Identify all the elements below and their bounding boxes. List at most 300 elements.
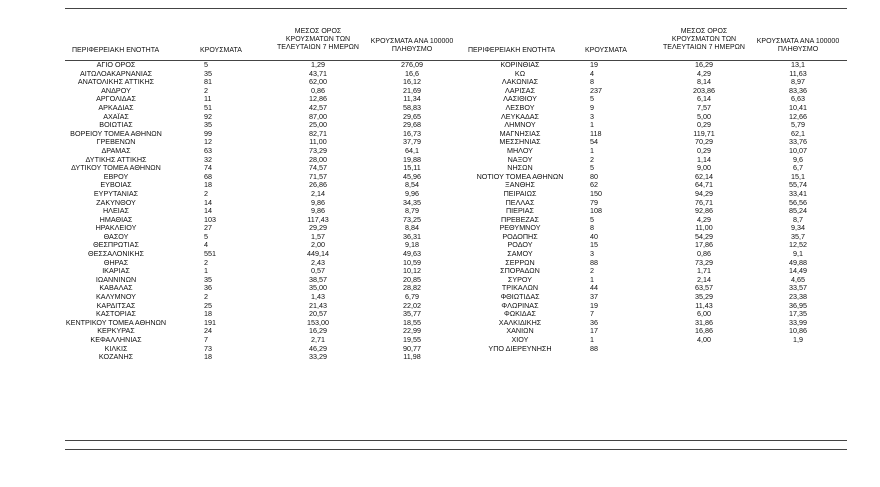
bottom-rule-1 xyxy=(65,440,847,441)
cases-cell: 19 xyxy=(590,300,598,310)
per100k-cell: 8,97 xyxy=(791,77,805,87)
region-cell: ΕΥΡΥΤΑΝΙΑΣ xyxy=(93,188,139,198)
per100k-cell: 15,1 xyxy=(791,171,805,181)
per100k-cell: 6,63 xyxy=(791,94,805,104)
region-cell: ΛΕΣΒΟΥ xyxy=(505,102,535,112)
cases-cell: 1 xyxy=(590,145,594,155)
avg7-cell: 35,29 xyxy=(695,292,713,302)
table-row xyxy=(0,207,880,216)
region-cell: ΧΑΛΚΙΔΙΚΗΣ xyxy=(498,317,542,327)
region-cell: ΝΟΤΙΟΥ ΤΟΜΕΑ ΑΘΗΝΩΝ xyxy=(476,171,564,181)
avg7-cell: 25,00 xyxy=(309,120,327,130)
avg7-cell: 62,00 xyxy=(309,77,327,87)
cases-cell: 3 xyxy=(590,111,594,121)
avg7-cell: 0,86 xyxy=(697,249,711,259)
per100k-cell: 8,79 xyxy=(405,206,419,216)
avg7-cell: 62,14 xyxy=(695,171,713,181)
avg7-cell: 4,00 xyxy=(697,335,711,344)
avg7-cell: 5,00 xyxy=(697,111,711,121)
avg7-cell: 8,14 xyxy=(697,77,711,87)
per100k-cell: 56,56 xyxy=(789,197,807,207)
header-region-right: ΠΕΡΙΦΕΡΕΙΑΚΗ ΕΝΟΤΗΤΑ xyxy=(468,47,556,54)
cases-cell: 8 xyxy=(590,77,594,87)
avg7-cell: 76,71 xyxy=(695,197,713,207)
cases-cell: 8 xyxy=(590,223,594,233)
cases-cell: 108 xyxy=(590,206,602,216)
table-row xyxy=(0,190,880,199)
per100k-cell: 33,99 xyxy=(789,317,807,327)
per100k-cell: 276,09 xyxy=(401,60,423,69)
per100k-cell: 10,59 xyxy=(403,257,421,267)
avg7-cell: 0,29 xyxy=(697,120,711,130)
cases-cell: 73 xyxy=(204,343,212,353)
region-cell: ΚΟΡΙΝΘΙΑΣ xyxy=(500,60,540,69)
region-cell: ΛΗΜΝΟΥ xyxy=(504,120,536,130)
region-cell: ΑΧΑΪΑΣ xyxy=(103,111,129,121)
per100k-cell: 73,25 xyxy=(403,214,421,224)
region-cell: ΑΓΙΟ ΟΡΟΣ xyxy=(96,60,136,69)
cases-cell: 2 xyxy=(590,266,594,276)
per100k-cell: 5,79 xyxy=(791,120,805,130)
per100k-cell: 17,35 xyxy=(789,309,807,319)
cases-cell: 2 xyxy=(204,257,208,267)
per100k-cell: 9,18 xyxy=(405,240,419,250)
region-cell: ΘΕΣΠΡΩΤΙΑΣ xyxy=(93,240,139,250)
table-row xyxy=(0,224,880,233)
table-row xyxy=(0,327,880,336)
avg7-cell: 1,43 xyxy=(311,292,325,302)
avg7-cell: 46,29 xyxy=(309,343,327,353)
avg7-cell: 35,00 xyxy=(309,283,327,293)
region-cell: ΧΙΟΥ xyxy=(511,335,529,344)
cases-cell: 35 xyxy=(204,274,212,284)
avg7-cell: 1,29 xyxy=(311,60,325,69)
region-cell: ΕΒΡΟΥ xyxy=(103,171,129,181)
region-cell: ΛΑΡΙΣΑΣ xyxy=(504,85,536,95)
region-cell: ΙΩΑΝΝΙΝΩΝ xyxy=(95,274,137,284)
cases-cell: 19 xyxy=(590,60,598,69)
per100k-cell: 6,7 xyxy=(793,163,803,173)
region-cell: ΑΝΔΡΟΥ xyxy=(101,85,131,95)
cases-cell: 118 xyxy=(590,128,602,138)
cases-cell: 2 xyxy=(204,85,208,95)
cases-cell: 68 xyxy=(204,171,212,181)
avg7-cell: 153,00 xyxy=(307,317,329,327)
per100k-cell: 22,99 xyxy=(403,326,421,336)
per100k-cell: 58,83 xyxy=(403,102,421,112)
table-row xyxy=(0,259,880,268)
avg7-cell: 73,29 xyxy=(695,257,713,267)
per100k-cell: 29,68 xyxy=(403,120,421,130)
per100k-cell: 14,49 xyxy=(789,266,807,276)
table-row xyxy=(0,78,880,87)
region-cell: ΘΗΡΑΣ xyxy=(103,257,129,267)
per100k-cell: 15,11 xyxy=(403,163,421,173)
avg7-cell: 7,57 xyxy=(697,102,711,112)
avg7-cell: 2,00 xyxy=(311,240,325,250)
avg7-cell: 12,86 xyxy=(309,94,327,104)
per100k-cell: 62,1 xyxy=(791,128,805,138)
table-row xyxy=(0,345,880,354)
table-row xyxy=(0,353,440,362)
region-cell: ΚΑΛΥΜΝΟΥ xyxy=(96,292,136,302)
avg7-cell: 31,86 xyxy=(695,317,713,327)
cases-cell: 103 xyxy=(204,214,216,224)
region-cell: ΔΡΑΜΑΣ xyxy=(101,145,131,155)
per100k-cell: 12,52 xyxy=(789,240,807,250)
per100k-cell: 37,79 xyxy=(403,137,421,147)
avg7-cell: 11,00 xyxy=(695,223,713,233)
table-row xyxy=(0,156,880,165)
avg7-cell: 28,00 xyxy=(309,154,327,164)
region-cell: ΙΚΑΡΙΑΣ xyxy=(102,266,130,276)
cases-cell: 35 xyxy=(204,120,212,130)
avg7-cell: 0,57 xyxy=(311,266,325,276)
avg7-cell: 63,57 xyxy=(695,283,713,293)
avg7-cell: 64,71 xyxy=(695,180,713,190)
avg7-cell: 92,86 xyxy=(695,206,713,216)
avg7-cell: 203,86 xyxy=(693,85,715,95)
cases-cell: 63 xyxy=(204,145,212,155)
per100k-cell: 11,63 xyxy=(789,68,807,78)
right-table-body xyxy=(0,61,880,353)
avg7-cell: 73,29 xyxy=(309,145,327,155)
cases-cell: 5 xyxy=(204,60,208,69)
table-row xyxy=(0,181,880,190)
region-cell: ΠΕΛΛΑΣ xyxy=(505,197,535,207)
region-cell: ΑΙΤΩΛΟΑΚΑΡΝΑΝΙΑΣ xyxy=(79,68,153,78)
table-row xyxy=(0,138,880,147)
region-cell: ΛΕΥΚΑΔΑΣ xyxy=(500,111,539,121)
per100k-cell: 49,63 xyxy=(403,249,421,259)
per100k-cell: 34,35 xyxy=(403,197,421,207)
avg7-cell: 16,29 xyxy=(309,326,327,336)
avg7-cell: 20,57 xyxy=(309,309,327,319)
avg7-cell: 2,14 xyxy=(311,188,325,198)
per100k-cell: 28,82 xyxy=(403,283,421,293)
header-cases-left: ΚΡΟΥΣΜΑΤΑ xyxy=(200,47,242,54)
table-row xyxy=(0,70,880,79)
region-cell: ΣΥΡΟΥ xyxy=(507,274,533,284)
region-cell: ΚΩ xyxy=(514,68,526,78)
per100k-cell: 8,54 xyxy=(405,180,419,190)
region-cell: ΒΟΙΩΤΙΑΣ xyxy=(99,120,133,130)
region-cell: ΡΕΘΥΜΝΟΥ xyxy=(499,223,541,233)
avg7-cell: 117,43 xyxy=(307,214,329,224)
avg7-cell: 1,14 xyxy=(697,154,711,164)
avg7-cell: 82,71 xyxy=(309,128,327,138)
region-cell: ΚΕΝΤΡΙΚΟΥ ΤΟΜΕΑ ΑΘΗΝΩΝ xyxy=(65,317,167,327)
cases-cell: 99 xyxy=(204,128,212,138)
cases-cell: 551 xyxy=(204,249,216,259)
cases-cell: 191 xyxy=(204,317,216,327)
avg7-cell: 71,57 xyxy=(309,171,327,181)
cases-cell: 3 xyxy=(590,249,594,259)
avg7-cell: 16,29 xyxy=(695,60,713,69)
per100k-cell: 10,12 xyxy=(403,266,421,276)
region-cell: ΚΑΡΔΙΤΣΑΣ xyxy=(96,300,136,310)
region-cell: ΣΕΡΡΩΝ xyxy=(505,257,535,267)
avg7-cell: 70,29 xyxy=(695,137,713,147)
cases-cell: 11 xyxy=(204,94,212,104)
region-cell: ΘΕΣΣΑΛΟΝΙΚΗΣ xyxy=(88,249,144,259)
cases-cell: 1 xyxy=(590,335,594,344)
cases-cell: 7 xyxy=(590,309,594,319)
region-cell: ΠΡΕΒΕΖΑΣ xyxy=(501,214,539,224)
per100k-cell: 45,96 xyxy=(403,171,421,181)
per100k-cell: 35,7 xyxy=(791,231,805,241)
table-row xyxy=(0,121,880,130)
region-cell: ΘΑΣΟΥ xyxy=(103,231,129,241)
table-row xyxy=(0,250,880,259)
table-row xyxy=(0,61,880,70)
cases-cell: 18 xyxy=(204,180,212,190)
per100k-cell: 36,31 xyxy=(403,231,421,241)
per100k-cell: 19,55 xyxy=(403,335,421,344)
region-cell: ΚΟΖΑΝΗΣ xyxy=(98,352,134,362)
table-row xyxy=(0,267,880,276)
header-cases-right: ΚΡΟΥΣΜΑΤΑ xyxy=(585,47,627,54)
region-cell: ΥΠΟ ΔΙΕΡΕΥΝΗΣΗ xyxy=(488,343,552,353)
avg7-cell: 17,86 xyxy=(695,240,713,250)
per100k-cell: 36,95 xyxy=(789,300,807,310)
region-cell: ΖΑΚΥΝΘΟΥ xyxy=(96,197,136,207)
top-rule xyxy=(65,8,847,9)
region-cell: ΚΙΛΚΙΣ xyxy=(104,343,128,353)
per100k-cell: 29,65 xyxy=(403,111,421,121)
cases-cell: 5 xyxy=(590,94,594,104)
cases-cell: 92 xyxy=(204,111,212,121)
per100k-cell: 90,77 xyxy=(403,343,421,353)
table-row xyxy=(0,293,880,302)
cases-cell: 2 xyxy=(590,154,594,164)
header-avg7-right: ΜΕΣΟΣ ΟΡΟΣ ΚΡΟΥΣΜΑΤΩΝ ΤΩΝ ΤΕΛΕΥΤΑΙΩΝ 7 ΗΜΕΡΩΝ xyxy=(663,28,745,51)
region-cell: ΜΑΓΝΗΣΙΑΣ xyxy=(499,128,541,138)
per100k-cell: 16,6 xyxy=(405,68,419,78)
cases-cell: 4 xyxy=(204,240,208,250)
cases-cell: 37 xyxy=(590,292,598,302)
table-row xyxy=(0,216,880,225)
per100k-cell: 10,07 xyxy=(789,145,807,155)
cases-cell: 5 xyxy=(204,231,208,241)
cases-cell: 5 xyxy=(590,163,594,173)
per100k-cell: 6,79 xyxy=(405,292,419,302)
cases-cell: 79 xyxy=(590,197,598,207)
cases-cell: 81 xyxy=(204,77,212,87)
cases-cell: 14 xyxy=(204,197,212,207)
region-cell: ΝΑΞΟΥ xyxy=(507,154,533,164)
table-row xyxy=(0,173,880,182)
per100k-cell: 9,34 xyxy=(791,223,805,233)
avg7-cell: 87,00 xyxy=(309,111,327,121)
cases-cell: 88 xyxy=(590,257,598,267)
cases-cell: 40 xyxy=(590,231,598,241)
region-cell: ΓΡΕΒΕΝΩΝ xyxy=(96,137,136,147)
avg7-cell: 11,43 xyxy=(695,300,713,310)
per100k-cell: 1,9 xyxy=(793,335,803,344)
avg7-cell: 2,14 xyxy=(697,274,711,284)
cases-cell: 25 xyxy=(204,300,212,310)
per100k-cell: 19,88 xyxy=(403,154,421,164)
per100k-cell: 4,65 xyxy=(791,274,805,284)
table-row xyxy=(0,302,880,311)
region-cell: ΦΘΙΩΤΙΔΑΣ xyxy=(500,292,540,302)
region-cell: ΡΟΔΟΥ xyxy=(507,240,533,250)
region-cell: ΦΛΩΡΙΝΑΣ xyxy=(501,300,539,310)
region-cell: ΞΑΝΘΗΣ xyxy=(505,180,535,190)
cases-cell: 150 xyxy=(590,188,602,198)
region-cell: ΜΗΛΟΥ xyxy=(507,145,533,155)
region-cell: ΝΗΣΩΝ xyxy=(507,163,533,173)
cases-cell: 1 xyxy=(590,274,594,284)
region-cell: ΣΠΟΡΑΔΩΝ xyxy=(500,266,540,276)
cases-cell: 54 xyxy=(590,137,598,147)
cases-cell: 36 xyxy=(204,283,212,293)
avg7-cell: 9,00 xyxy=(697,163,711,173)
cases-cell: 51 xyxy=(204,102,212,112)
table-row xyxy=(0,164,880,173)
cases-cell: 74 xyxy=(204,163,212,173)
region-cell: ΛΑΚΩΝΙΑΣ xyxy=(501,77,539,87)
per100k-cell: 23,38 xyxy=(789,292,807,302)
region-cell: ΡΟΔΟΠΗΣ xyxy=(502,231,538,241)
cases-cell: 35 xyxy=(204,68,212,78)
cases-cell: 1 xyxy=(204,266,208,276)
region-cell: ΦΩΚΙΔΑΣ xyxy=(504,309,536,319)
per100k-cell: 18,55 xyxy=(403,317,421,327)
region-cell: ΔΥΤΙΚΗΣ ΑΤΤΙΚΗΣ xyxy=(85,154,147,164)
avg7-cell: 94,29 xyxy=(695,188,713,198)
table-row xyxy=(0,233,880,242)
region-cell: ΚΑΣΤΟΡΙΑΣ xyxy=(96,309,136,319)
avg7-cell: 9,86 xyxy=(311,206,325,216)
cases-cell: 36 xyxy=(590,317,598,327)
region-cell: ΕΥΒΟΙΑΣ xyxy=(100,180,132,190)
cases-cell: 12 xyxy=(204,137,212,147)
header-per100k-left: ΚΡΟΥΣΜΑΤΑ ΑΝΑ 100000 ΠΛΗΘΥΣΜΟ xyxy=(370,38,454,53)
avg7-cell: 6,00 xyxy=(697,309,711,319)
per100k-cell: 11,98 xyxy=(403,352,421,362)
table-row xyxy=(0,104,880,113)
per100k-cell: 22,02 xyxy=(403,300,421,310)
avg7-cell: 29,29 xyxy=(309,223,327,233)
table-row xyxy=(0,130,880,139)
table-row xyxy=(0,276,880,285)
per100k-cell: 20,85 xyxy=(403,274,421,284)
avg7-cell: 21,43 xyxy=(309,300,327,310)
cases-cell: 18 xyxy=(204,352,212,362)
avg7-cell: 11,00 xyxy=(309,137,327,147)
per100k-cell: 55,74 xyxy=(789,180,807,190)
table-row xyxy=(0,113,880,122)
cases-cell: 2 xyxy=(204,292,208,302)
table-row xyxy=(0,199,880,208)
cases-cell: 1 xyxy=(590,120,594,130)
cases-cell: 32 xyxy=(204,154,212,164)
avg7-cell: 42,57 xyxy=(309,102,327,112)
table-row xyxy=(0,95,880,104)
cases-cell: 7 xyxy=(204,335,208,344)
region-cell: ΣΑΜΟΥ xyxy=(507,249,533,259)
cases-cell: 18 xyxy=(204,309,212,319)
header-per100k-right: ΚΡΟΥΣΜΑΤΑ ΑΝΑ 100000 ΠΛΗΘΥΣΜΟ xyxy=(756,38,840,53)
avg7-cell: 449,14 xyxy=(307,249,329,259)
header-avg7-left: ΜΕΣΟΣ ΟΡΟΣ ΚΡΟΥΣΜΑΤΩΝ ΤΩΝ ΤΕΛΕΥΤΑΙΩΝ 7 ΗΜΕΡΩΝ xyxy=(277,28,359,51)
avg7-cell: 1,71 xyxy=(697,266,711,276)
region-cell: ΠΕΙΡΑΙΩΣ xyxy=(503,188,537,198)
per100k-cell: 13,1 xyxy=(791,60,805,69)
cases-cell: 44 xyxy=(590,283,598,293)
per100k-cell: 8,7 xyxy=(793,214,803,224)
per100k-cell: 49,88 xyxy=(789,257,807,267)
cases-cell: 88 xyxy=(590,343,598,353)
cases-cell: 80 xyxy=(590,171,598,181)
per100k-cell: 12,66 xyxy=(789,111,807,121)
cases-cell: 4 xyxy=(590,68,594,78)
per100k-cell: 9,6 xyxy=(793,154,803,164)
region-cell: ΚΑΒΑΛΑΣ xyxy=(99,283,133,293)
per100k-cell: 85,24 xyxy=(789,206,807,216)
per100k-cell: 33,57 xyxy=(789,283,807,293)
table-row xyxy=(0,336,880,345)
region-cell: ΗΡΑΚΛΕΙΟΥ xyxy=(95,223,137,233)
cases-cell: 237 xyxy=(590,85,602,95)
avg7-cell: 43,71 xyxy=(309,68,327,78)
region-cell: ΠΙΕΡΙΑΣ xyxy=(505,206,534,216)
region-cell: ΛΑΣΙΘΙΟΥ xyxy=(503,94,537,104)
region-cell: ΑΝΑΤΟΛΙΚΗΣ ΑΤΤΙΚΗΣ xyxy=(77,77,155,87)
table-row xyxy=(0,241,880,250)
per100k-cell: 10,86 xyxy=(789,326,807,336)
per100k-cell: 10,41 xyxy=(789,102,807,112)
avg7-cell: 38,57 xyxy=(309,274,327,284)
table-row xyxy=(0,147,880,156)
avg7-cell: 0,86 xyxy=(311,85,325,95)
avg7-cell: 26,86 xyxy=(309,180,327,190)
table-row xyxy=(0,310,880,319)
region-cell: ΤΡΙΚΑΛΩΝ xyxy=(501,283,539,293)
per100k-cell: 11,34 xyxy=(403,94,421,104)
avg7-cell: 74,57 xyxy=(309,163,327,173)
per100k-cell: 9,1 xyxy=(793,249,803,259)
region-cell: ΑΡΓΟΛΙΔΑΣ xyxy=(96,94,136,104)
per100k-cell: 16,12 xyxy=(403,77,421,87)
per100k-cell: 64,1 xyxy=(405,145,419,155)
avg7-cell: 6,14 xyxy=(697,94,711,104)
cases-cell: 27 xyxy=(204,223,212,233)
per100k-cell: 33,41 xyxy=(789,188,807,198)
region-cell: ΔΥΤΙΚΟΥ ΤΟΜΕΑ ΑΘΗΝΩΝ xyxy=(71,163,161,173)
region-cell: ΚΕΦΑΛΛΗΝΙΑΣ xyxy=(90,335,142,344)
bottom-rule-2 xyxy=(65,449,847,450)
region-cell: ΒΟΡΕΙΟΥ ΤΟΜΕΑ ΑΘΗΝΩΝ xyxy=(70,128,162,138)
table-row xyxy=(0,87,880,96)
per100k-cell: 16,73 xyxy=(403,128,421,138)
cases-cell: 62 xyxy=(590,180,598,190)
avg7-cell: 2,71 xyxy=(311,335,325,344)
per100k-cell: 83,36 xyxy=(789,85,807,95)
cases-cell: 14 xyxy=(204,206,212,216)
header-region-left: ΠΕΡΙΦΕΡΕΙΑΚΗ ΕΝΟΤΗΤΑ xyxy=(72,47,160,54)
avg7-cell: 2,43 xyxy=(311,257,325,267)
per100k-cell: 21,69 xyxy=(403,85,421,95)
region-cell: ΜΕΣΣΗΝΙΑΣ xyxy=(499,137,541,147)
table-row xyxy=(0,319,880,328)
avg7-cell: 0,29 xyxy=(697,145,711,155)
cases-cell: 17 xyxy=(590,326,598,336)
avg7-cell: 1,57 xyxy=(311,231,325,241)
cases-cell: 24 xyxy=(204,326,212,336)
